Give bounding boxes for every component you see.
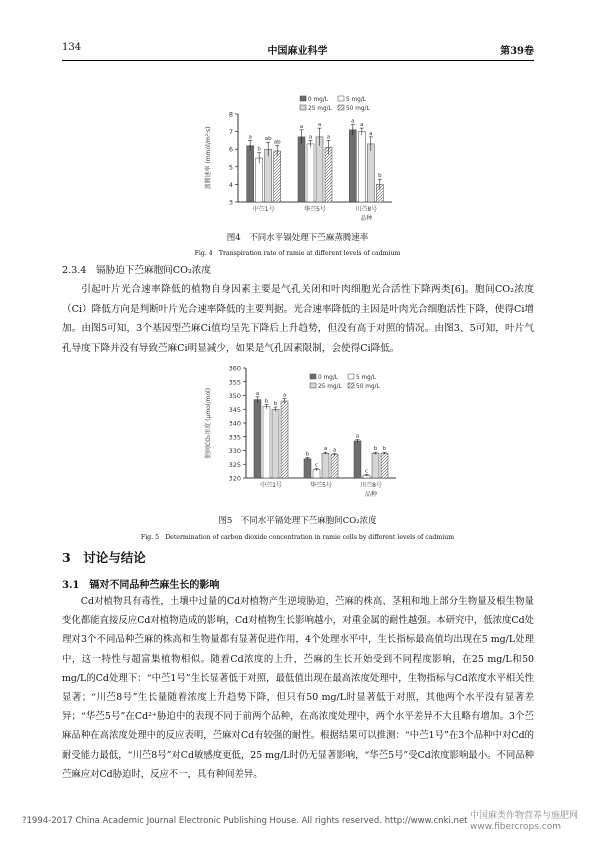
y-tick-label: 330 [228, 447, 241, 455]
figure-5-chart [200, 356, 410, 512]
bar [349, 130, 356, 202]
x-tick-label: 川苎8号 [355, 206, 378, 213]
legend-swatch [300, 105, 306, 110]
legend-swatch [300, 96, 306, 101]
significance-label: a [355, 433, 360, 440]
bar [265, 149, 272, 202]
significance-label: a [326, 134, 331, 141]
legend-swatch [348, 374, 354, 379]
significance-label: a [299, 123, 304, 130]
y-tick-label: 3 [228, 198, 233, 207]
figure-4-caption: 图4 不同水平镉处理下苎麻蒸腾速率 [226, 233, 369, 243]
header-rule [62, 60, 534, 61]
significance-label: b [305, 451, 310, 458]
significance-label: b [382, 446, 387, 453]
significance-label: ab [273, 139, 281, 146]
y-tick-label: 5 [228, 163, 233, 172]
figure-5-caption: 图5 不同水平镉处理下苎麻胞间CO₂浓度 [218, 516, 377, 526]
x-tick-label: 川苎8号 [360, 482, 382, 489]
x-tick-label: 华苎5号 [310, 482, 332, 489]
bar [367, 144, 374, 202]
bar [325, 147, 332, 202]
figure-4-chart [200, 92, 410, 232]
significance-label: a [351, 118, 355, 125]
legend-label: 5 mg/L [346, 96, 367, 103]
bar [263, 407, 270, 479]
bar [316, 137, 323, 202]
significance-label: a [308, 134, 313, 141]
bar [298, 137, 305, 202]
significance-label: a [332, 447, 337, 454]
y-tick-label: 345 [228, 405, 241, 414]
x-axis-label: 品种 [360, 215, 373, 222]
significance-label: b [373, 446, 378, 453]
bar [358, 132, 365, 202]
paragraph-ci-text: 引起叶片光合速率降低的植物自身因素主要是气孔关闭和叶肉细胞光合活性下降两类[6]。胞间CO₂浓度（Ci）降低方向是判断叶片光合速率降低的主要判据。光合速率降低的主因是叶肉光合细胞活性下降，使得Ci增加。由图5可知，3个基因型苎麻Ci值均呈先下降后上升趋势，但没有高于对照的情况。由图3、5可知，叶片气孔导度下降并没有导致苎麻Ci明显减少，如果是气孔因素限制，会使得Ci降低。 [62, 284, 534, 354]
x-tick-label: 中苎1号 [260, 482, 282, 489]
significance-label: a [360, 122, 364, 129]
legend-swatch [338, 96, 344, 101]
page-number: 134 [62, 42, 82, 53]
paragraph-discussion-text: Cd对植物具有毒性，土壤中过量的Cd对植物产生逆境胁迫，苎麻的株高、茎粗和地上部分生物量及根生物量变化都能直接反应Cd对植物造成的影响，Cd对植物生长影响越小，对重金属的耐性越强。本研究中，低浓度Cd处理对3个不同品种苎麻的株高和生物量都有显著促进作用，4个处理水平中，生长指标最高值均出现在5 mg/L处理中，这一特性与超富集植物相似。随着Cd浓度的上升，苎麻的生长开始受到不同程度影响，在25 mg/L和50 mg/L的Cd处理下：“中苎1号”生长显著低于对照，最低值出现在最高浓度处理中，生物指标与Cd浓度水平相关性显著；“川苎8号”生长量随着浓度上升趋势下降，但只有50 mg/L时显著低于对照，其他两个水平没有显著差异；“华苎5号”在Cd²⁺胁迫中的表现不同于前两个品种，在高浓度处理中，两个水平差异不大且略有增加。3个苎麻品种在高浓度处理中的反应表明，苎麻对Cd有较强的耐性。根据结果可以推测：“中苎1号”在3个品种中对Cd的耐受能力最低，“川苎8号”对Cd敏感度更低，25 mg/L时仍无显著影响，“华苎5号”受Cd浓度影响最小。不同品种苎麻应对Cd胁迫时，反应不一，具有种间差异。 [62, 596, 534, 780]
y-tick-label: 6 [228, 145, 233, 154]
legend-swatch [310, 374, 316, 379]
y-tick-label: 360 [228, 364, 241, 373]
bar [272, 409, 279, 478]
significance-label: a [255, 390, 260, 397]
bar [322, 453, 329, 478]
bar [254, 400, 261, 478]
legend-label: 0 mg/L [318, 374, 339, 381]
section-2-3-4-heading: 2.3.4 镉胁迫下苎麻胞间CO₂浓度 [62, 265, 211, 276]
watermark-url: www.fibercrops.com [470, 822, 561, 832]
significance-label: b [378, 173, 382, 180]
y-tick-label: 320 [228, 474, 241, 483]
y-tick-label: 350 [228, 392, 241, 400]
significance-label: a [317, 122, 322, 129]
significance-label: ab [264, 136, 272, 143]
bar [307, 144, 314, 202]
legend-label: 50 mg/L [356, 383, 380, 390]
y-tick-label: 8 [228, 110, 233, 119]
bar [247, 146, 254, 202]
bar [313, 470, 320, 478]
paragraph-ci [62, 280, 534, 358]
y-axis-label: 蒸腾速率 (mmol/m²·s) [205, 126, 212, 190]
legend-label: 25 mg/L [308, 105, 332, 112]
significance-label: a [282, 392, 287, 399]
significance-label: a [248, 134, 252, 141]
y-tick-label: 335 [228, 433, 241, 442]
legend-label: 0 mg/L [308, 96, 329, 103]
significance-label: c [364, 468, 369, 475]
legend-swatch [338, 105, 344, 110]
significance-label: c [314, 462, 319, 469]
significance-label: b [273, 401, 278, 408]
volume-label: 第39卷 [500, 46, 534, 57]
journal-title: 中国麻业科学 [267, 46, 328, 57]
y-axis-label: 胞间CO₂浓度 (μmol/mol) [205, 387, 212, 459]
y-tick-label: 4 [228, 180, 233, 189]
bar [372, 453, 379, 478]
bar [381, 453, 388, 478]
legend-swatch [310, 383, 316, 388]
bar [331, 455, 338, 478]
x-axis-label: 品种 [364, 491, 378, 498]
bar [354, 441, 361, 478]
paragraph-discussion [62, 592, 534, 784]
section-3-heading: 3 讨论与结论 [62, 550, 146, 565]
y-tick-label: 7 [228, 128, 233, 137]
significance-label: b [264, 398, 269, 405]
legend-swatch [348, 383, 354, 388]
y-tick-label: 340 [228, 419, 241, 428]
legend-label: 25 mg/L [318, 383, 342, 390]
legend-label: 50 mg/L [346, 105, 370, 112]
bar [281, 401, 288, 478]
bar [256, 158, 263, 202]
copyright-footer: ?1994-2017 China Academic Journal Electronic Publishing House. All rights reserved. http://www.cnki.net [22, 816, 468, 826]
figure-5-caption-en: Fig. 5 Determination of carbon dioxide concentration in ramie cells by different levels of cadmium [140, 534, 455, 541]
y-tick-label: 325 [228, 460, 241, 469]
watermark-cn: 中国麻类作物营养与施肥网 [470, 811, 579, 821]
legend-label: 5 mg/L [356, 374, 377, 381]
significance-label: a [323, 446, 328, 453]
section-3-1-heading: 3.1 镉对不同品种苎麻生长的影响 [62, 580, 220, 591]
bar [304, 459, 311, 478]
figure-4-caption-en: Fig. 4 Transpiration rate of ramie at different levels of cadmium [194, 250, 401, 257]
significance-label: a [369, 130, 373, 137]
bar [274, 151, 281, 202]
significance-label: b [257, 146, 261, 153]
y-tick-label: 355 [228, 378, 241, 387]
x-tick-label: 中苎1号 [252, 206, 275, 213]
x-tick-label: 华苎5号 [304, 206, 326, 213]
